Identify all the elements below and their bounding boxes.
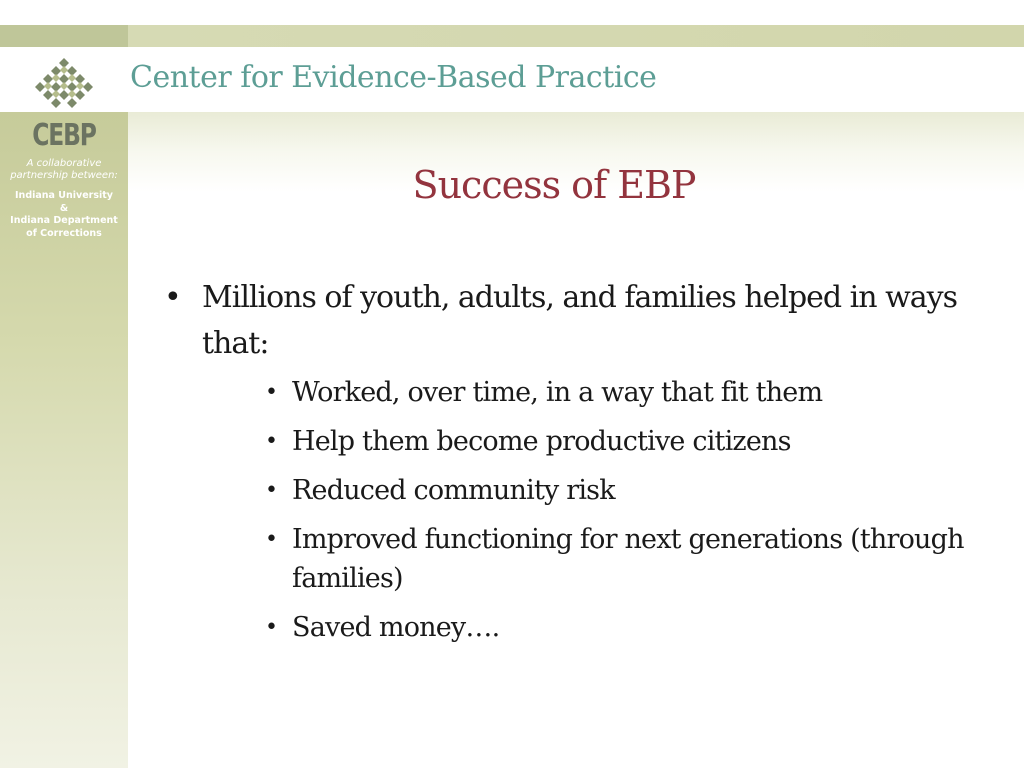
bullet-dot: • <box>265 380 278 405</box>
sub-bullet <box>265 422 980 461</box>
collaboration-caption <box>0 158 128 182</box>
slide-title: Success of EBP <box>412 163 696 207</box>
sub-bullet-text: Worked, over time, in a way that fit them <box>292 377 823 408</box>
collab-line: partnership between: <box>10 170 118 181</box>
partner-line: Indiana Department <box>10 215 118 226</box>
sub-bullet <box>265 520 980 598</box>
collab-line: A collaborative <box>26 158 102 169</box>
sub-bullet-text: Reduced community risk <box>292 475 615 506</box>
partner-line: & <box>59 202 69 214</box>
bullet-dot: • <box>265 615 278 640</box>
partner-line: of Corrections <box>26 227 102 239</box>
sub-bullet <box>265 471 980 510</box>
sub-bullet-text: Help them become productive citizens <box>292 426 791 457</box>
bullet-dot: • <box>265 527 278 552</box>
sub-bullet <box>265 608 980 647</box>
top-decorative-band <box>0 25 1024 47</box>
diamond-lattice-icon <box>32 56 96 108</box>
sub-bullet <box>265 373 980 412</box>
bullet-dot: • <box>265 429 278 454</box>
slide-content <box>160 275 980 657</box>
organization-title: Center for Evidence-Based Practice <box>130 60 657 95</box>
sub-bullet-text: Saved money…. <box>292 612 500 643</box>
partner-line: Indiana University <box>15 190 113 201</box>
sub-bullet-list <box>160 373 980 647</box>
cebp-acronym: CEBP <box>32 118 96 153</box>
bullet-dot: • <box>164 280 181 315</box>
main-bullet-text: Millions of youth, adults, and families helped in ways that: <box>202 280 958 361</box>
main-bullet <box>160 275 980 367</box>
sub-bullet-text: Improved functioning for next generations (through families) <box>292 524 964 594</box>
partner-list <box>0 190 128 240</box>
bullet-dot: • <box>265 478 278 503</box>
